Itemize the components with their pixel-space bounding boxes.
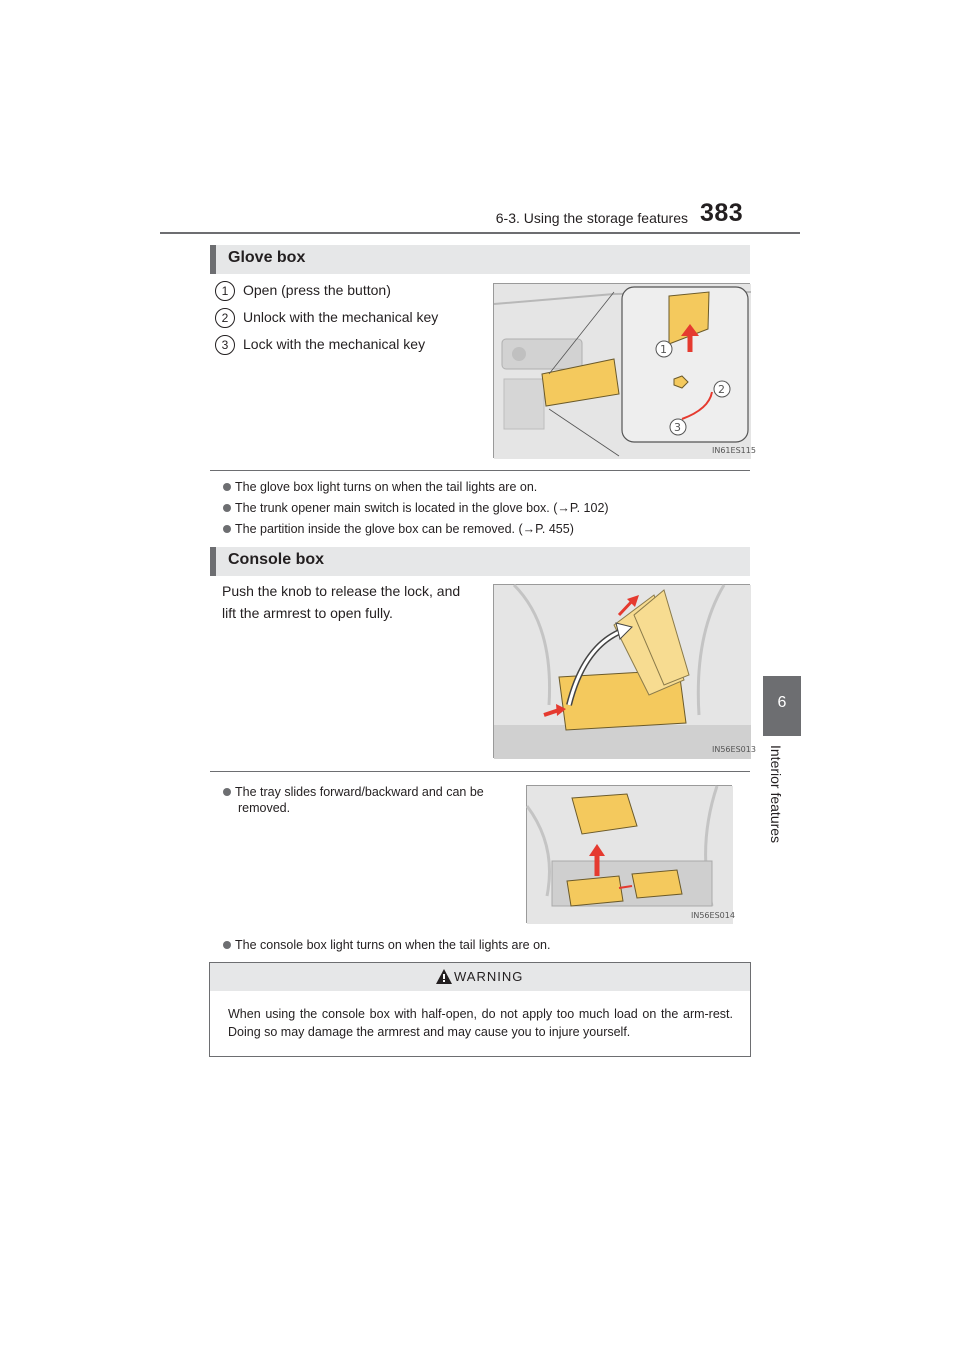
callout-3: 3 (674, 421, 681, 434)
glove-box-drawing (494, 284, 751, 459)
section-heading-text: Glove box (228, 249, 306, 266)
item-number-1: 1 (215, 281, 235, 301)
section-rule (210, 771, 750, 772)
console-box-drawing (494, 585, 751, 759)
callout-1: 1 (660, 343, 667, 356)
header-rule (160, 232, 800, 234)
chapter-tab-number: 6 (777, 694, 787, 711)
chapter-tab (763, 676, 801, 736)
bullet-icon (223, 483, 231, 491)
figure-code: IN56ES013 (712, 745, 756, 754)
section-rule (210, 470, 750, 471)
console-box-illustration (493, 584, 756, 758)
note-text: The tray slides forward/backward and can be (235, 785, 484, 799)
tray-drawing (527, 786, 733, 924)
item-text-3: Lock with the mechanical key (243, 336, 426, 352)
figure-code: IN61ES115 (712, 446, 756, 455)
section-heading-text: Console box (228, 551, 325, 568)
note-tray-cont: removed. (238, 801, 291, 815)
note-glove-light (223, 480, 537, 494)
warning-header (210, 963, 750, 991)
note-tray (223, 785, 484, 799)
note-text: The partition inside the glove box can be removed. (→P. 455) (235, 522, 574, 536)
page-number: 383 (700, 199, 744, 227)
bullet-icon (223, 941, 231, 949)
bullet-icon (223, 788, 231, 796)
chapter-tab-label: Interior features (768, 745, 784, 844)
warning-triangle-icon (436, 969, 452, 984)
figure-code: IN56ES014 (691, 911, 735, 920)
warning-body: When using the console box with half-open, do not apply too much load on the arm-rest. Doing so may damage the armrest and may cause you to injure yourself. (228, 1007, 733, 1039)
note-partition (223, 522, 574, 536)
note-text: The trunk opener main switch is located in the glove box. (→P. 102) (235, 501, 609, 515)
item-number-2: 2 (215, 308, 235, 328)
section-heading-console-box (210, 547, 750, 576)
section-heading-glove-box (210, 245, 750, 274)
callout-2: 2 (718, 383, 725, 396)
console-text-line2: lift the armrest to open fully. (222, 605, 393, 621)
glove-box-illustration (493, 283, 756, 458)
bullet-icon (223, 504, 231, 512)
note-trunk-switch (223, 501, 609, 515)
console-text-line1: Push the knob to release the lock, and (222, 583, 461, 599)
item-number-3: 3 (215, 335, 235, 355)
item-text-2: Unlock with the mechanical key (243, 309, 439, 325)
item-text-1: Open (press the button) (243, 282, 391, 298)
running-header-section: 6-3. Using the storage features (495, 210, 688, 226)
note-console-light (223, 938, 550, 952)
warning-box (209, 962, 751, 1057)
warning-title: WARNING (454, 969, 524, 984)
tray-illustration (526, 785, 735, 923)
note-text: The console box light turns on when the tail lights are on. (235, 938, 551, 952)
note-text: The glove box light turns on when the tail lights are on. (235, 480, 538, 494)
bullet-icon (223, 525, 231, 533)
